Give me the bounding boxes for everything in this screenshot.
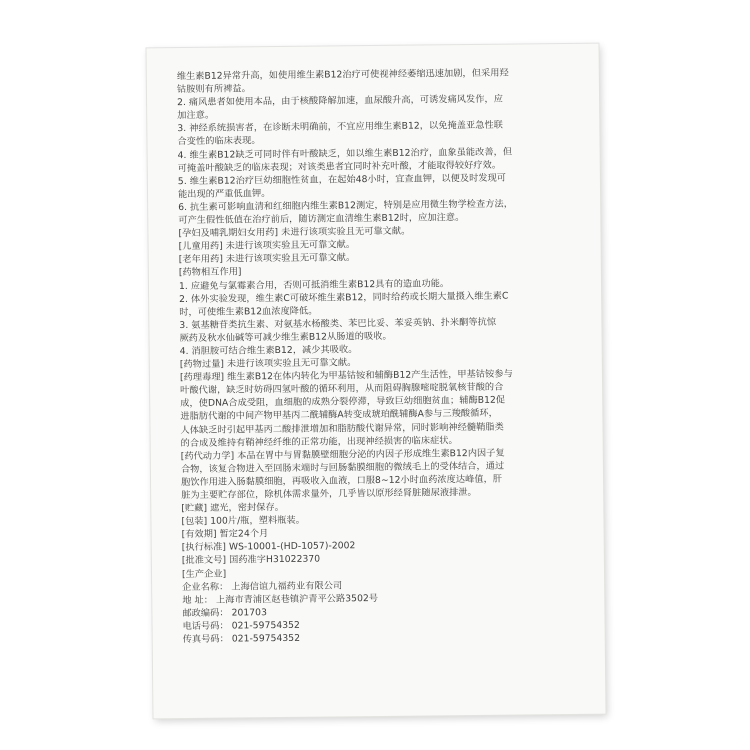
text-line: 胞饮作用进入肠黏膜细胞，再吸收入血液，口服8~12小时血药浓度达峰值，肝 <box>180 473 503 488</box>
text-line: 2. 体外实验发现，维生素C可破坏维生素B12，同时给药或长期大量摄入维生素C <box>179 290 509 305</box>
text-line: 的合成及维持有鞘神经纤维的正常功能，出现神经损害的临床症状。 <box>180 434 458 449</box>
section-heading: [生产企业] <box>181 568 227 580</box>
section-heading: [儿童用药] 未进行该项实验且无可靠文献。 <box>178 239 356 253</box>
text-line: 合变性的临床表现。 <box>177 135 261 148</box>
text-line: 脏为主要贮存部位，除机体需求量外，几乎皆以原形经肾脏随尿液排泄。 <box>181 486 477 502</box>
text-line: 5. 维生素B12治疗巨幼细胞性贫血，在起始48小时，宜查血钾，以便及时发现可 <box>177 172 507 187</box>
section-heading: [药物过量] 未进行该项实验且无可靠文献。 <box>179 357 357 371</box>
text-line: 可掩盖叶酸缺乏的临床表现；对该类患者宜同时补充叶酸，才能取得较好疗效。 <box>177 159 502 174</box>
section-heading: [孕妇及哺乳期妇女用药] 未进行该项实验且无可靠文献。 <box>178 225 411 240</box>
section-heading: [药理毒理] 维生素B12在体内转化为甲基钴铵和辅酶B12产生活性，甲基钴铵参与 <box>179 368 513 384</box>
text-line: 6. 抗生素可影响血清和红细胞内维生素B12测定，特别是应用微生物学检查方法， <box>178 198 514 213</box>
text-line: 4. 维生素B12缺乏可同时伴有叶酸缺乏，如以维生素B12治疗，血象虽能改善，但 <box>177 146 513 161</box>
text-line: 叶酸代谢，缺乏时妨碍四氢叶酸的循环利用，从而阻碍胸腺嘧啶脱氧核苷酸的合 <box>180 381 504 397</box>
leaflet-paper <box>147 44 606 719</box>
text-line: 钴胺则有所裨益。 <box>176 83 251 96</box>
text-line: 3. 氨基糖苷类抗生素、对氨基水杨酸类、苯巴比妥、苯妥英钠、扑米酮等抗惊 <box>179 316 497 331</box>
text-line: 时，可使维生素B12血浓度降低。 <box>179 305 318 318</box>
text-line: 加注意。 <box>177 109 215 122</box>
text-line: 合物，该复合物进入至回肠末端时与回肠黏膜细胞的微绒毛上的受体结合，通过 <box>180 460 505 475</box>
text-line: 可产生假性低值在治疗前后，随访测定血清维生素B12时，应加注意。 <box>178 212 465 227</box>
text-line: 维生素B12异常升高，如使用维生素B12治疗可使视神经萎缩迅速加剧，但采用羟 <box>176 67 509 83</box>
phone-number: 电话号码： 021-59754352 <box>182 619 300 632</box>
text-line: 2. 痛风患者如使用本品，由于核酸降解加速，血尿酸升高，可诱发痛风发作，应 <box>177 93 504 109</box>
text-line: 能出现的严重低血钾。 <box>177 187 271 200</box>
section-heading: [有效期] 暂定24个月 <box>181 528 269 541</box>
text-line: 3. 神经系统损害者，在诊断未明确前，不宜应用维生素B12，以免掩盖亚急性联 <box>177 120 503 135</box>
section-heading: [批准文号] 国药准字H31022370 <box>181 554 321 567</box>
text-line: 人体缺乏时引起甲基丙二酸排泄增加和脂肪酸代谢异常，同时影响神经髓鞘脂类 <box>180 421 504 436</box>
fax-number: 传真号码： 021-59754352 <box>182 632 301 646</box>
section-heading: [执行标准] WS-10001-(HD-1057)-2002 <box>181 540 356 554</box>
section-heading: [老年用药] 未进行该项实验且无可靠文献。 <box>178 252 356 266</box>
text-line: 进脂肪代谢的中间产物甲基丙二酰辅酶A转变成琥珀酰辅酶A参与三羧酸循环， <box>180 408 498 423</box>
text-line: 4. 消胆胺可结合维生素B12，减少其吸收。 <box>179 344 358 358</box>
text-line: 1. 应避免与氯霉素合用，否则可抵消维生素B12具有的造血功能。 <box>178 277 450 292</box>
company-name: 企业名称： 上海信谊九福药业有限公司 <box>182 580 343 593</box>
postal-code: 邮政编码： 201703 <box>182 606 268 619</box>
text-line: 成，使DNA合成受阻，血细胞的成熟分裂停滞，导致巨幼细胞贫血；辅酶B12促 <box>180 394 506 410</box>
leaflet-text <box>177 66 587 646</box>
section-heading: [贮藏] 遮光，密封保存。 <box>181 502 285 515</box>
section-heading: [药物相互作用] <box>178 266 242 279</box>
section-heading: [包装] 100片/瓶，塑料瓶装。 <box>181 514 305 528</box>
company-address: 地 址： 上海市青浦区赵巷镇沪青平公路3502号 <box>182 592 379 606</box>
section-heading: [药代动力学] 本品在胃中与胃黏膜壁细胞分泌的内因子形成维生素B12内因子复 <box>180 447 505 462</box>
text-line: 厥药及秋水仙碱等可减少维生素B12从肠道的吸收。 <box>179 330 392 344</box>
